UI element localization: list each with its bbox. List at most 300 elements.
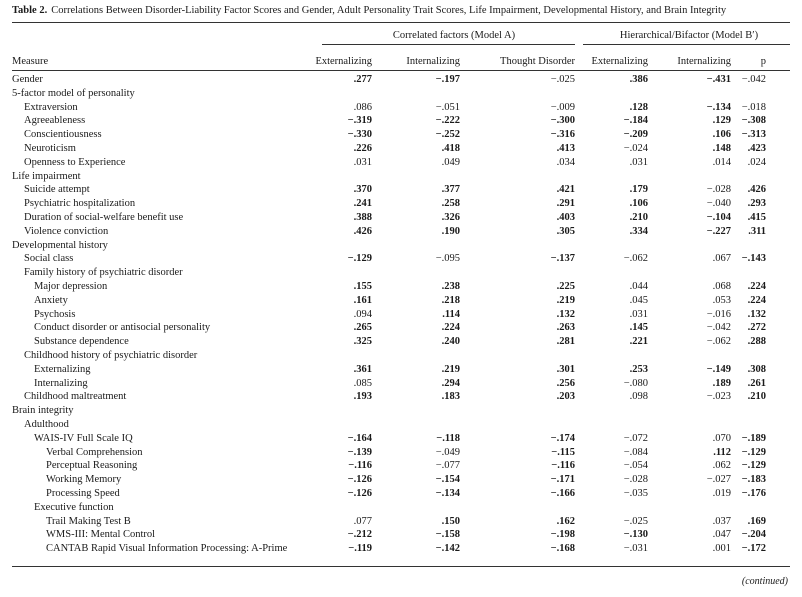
- cell-value: .106: [712, 129, 731, 141]
- cell-value: .155: [353, 280, 372, 292]
- cell-value: −.227: [706, 225, 731, 237]
- row-label: Openness to Experience: [24, 156, 126, 168]
- cell-value: [460, 266, 575, 280]
- cell-value: −.130: [623, 529, 648, 541]
- row-label: Internalizing: [34, 377, 88, 389]
- table-row: [12, 542, 790, 556]
- row-padding: [766, 473, 790, 487]
- row-label: Suicide attempt: [24, 184, 90, 196]
- table-row: [12, 459, 790, 473]
- row-padding: [766, 501, 790, 515]
- group-rule-model-a: [322, 44, 575, 45]
- cell-value: .203: [556, 391, 575, 403]
- row-label: Substance dependence: [34, 336, 129, 348]
- cell-value: .031: [353, 156, 372, 168]
- cell-value: −.016: [706, 308, 731, 320]
- cell-value: .240: [441, 336, 460, 348]
- header-rule: [12, 70, 790, 71]
- cell-value: [300, 418, 372, 432]
- top-rule: [12, 22, 790, 23]
- cell-value: .106: [629, 198, 648, 210]
- cell-value: .067: [712, 253, 731, 265]
- row-label: Brain integrity: [12, 405, 74, 417]
- row-label: Violence conviction: [24, 225, 109, 237]
- table-row: [12, 294, 790, 308]
- row-label: Extraversion: [24, 101, 78, 113]
- cell-value: .045: [629, 294, 648, 306]
- cell-value: [372, 170, 460, 184]
- row-padding: [766, 432, 790, 446]
- row-padding: [766, 101, 790, 115]
- row-padding: [766, 128, 790, 142]
- cell-value: .062: [712, 460, 731, 472]
- cell-value: [648, 501, 731, 515]
- row-padding: [766, 349, 790, 363]
- row-padding: [766, 156, 790, 170]
- cell-value: .226: [353, 142, 372, 154]
- cell-value: [648, 170, 731, 184]
- cell-value: −.252: [435, 129, 460, 141]
- row-label: Developmental history: [12, 239, 108, 251]
- row-label: Trail Making Test B: [46, 515, 131, 527]
- table-row: [12, 349, 790, 363]
- cell-value: −.176: [741, 487, 766, 499]
- cell-value: .377: [441, 184, 460, 196]
- cell-value: .263: [556, 322, 575, 334]
- cell-value: .265: [353, 322, 372, 334]
- cell-value: .129: [712, 115, 731, 127]
- cell-value: −.212: [347, 529, 372, 541]
- table-row: [12, 239, 790, 253]
- table-row: [12, 87, 790, 101]
- cell-value: −.184: [623, 115, 648, 127]
- cell-value: .224: [441, 322, 460, 334]
- row-padding: [766, 197, 790, 211]
- cell-value: .253: [629, 363, 648, 375]
- cell-value: .145: [629, 322, 648, 334]
- cell-value: −.042: [706, 322, 731, 334]
- cell-value: .037: [712, 515, 731, 527]
- table-row: [12, 211, 790, 225]
- cell-value: [372, 501, 460, 515]
- cell-value: .261: [747, 377, 766, 389]
- cell-value: [372, 87, 460, 101]
- row-label: Conduct disorder or antisocial personality: [34, 322, 211, 334]
- cell-value: −.119: [348, 543, 372, 555]
- cell-value: [372, 418, 460, 432]
- cell-value: −.149: [706, 363, 731, 375]
- cell-value: .370: [353, 184, 372, 196]
- table-row: [12, 225, 790, 239]
- row-label: WAIS-IV Full Scale IQ: [34, 432, 133, 444]
- cell-value: .031: [629, 308, 648, 320]
- table-row: [12, 335, 790, 349]
- cell-value: [460, 501, 575, 515]
- cell-value: −.143: [741, 253, 766, 265]
- cell-value: [460, 404, 575, 418]
- cell-value: −.129: [741, 460, 766, 472]
- cell-value: [575, 266, 648, 280]
- row-label: Duration of social-welfare benefit use: [24, 211, 184, 223]
- cell-value: .334: [629, 225, 648, 237]
- cell-value: .256: [556, 377, 575, 389]
- cell-value: .148: [712, 142, 731, 154]
- table-row: [12, 418, 790, 432]
- table-row: [12, 363, 790, 377]
- column-header-internalizing-a: Internalizing: [406, 56, 460, 67]
- row-padding: [766, 211, 790, 225]
- cell-value: −.115: [551, 446, 575, 458]
- cell-value: −.023: [706, 391, 731, 403]
- cell-value: .014: [712, 156, 731, 168]
- cell-value: −.313: [741, 129, 766, 141]
- cell-value: [460, 418, 575, 432]
- cell-value: .386: [629, 74, 648, 85]
- cell-value: .044: [629, 280, 648, 292]
- cell-value: −.142: [435, 543, 460, 555]
- cell-value: −.197: [435, 74, 460, 85]
- cell-value: −.183: [741, 474, 766, 486]
- row-label: Family history of psychiatric disorder: [24, 267, 183, 279]
- cell-value: [731, 418, 766, 432]
- row-label: Anxiety: [34, 294, 68, 306]
- cell-value: .219: [441, 363, 460, 375]
- cell-value: −.431: [706, 74, 731, 85]
- cell-value: [731, 349, 766, 363]
- cell-value: .019: [712, 487, 731, 499]
- cell-value: [731, 266, 766, 280]
- cell-value: .179: [629, 184, 648, 196]
- cell-value: .047: [712, 529, 731, 541]
- cell-value: −.077: [435, 460, 460, 472]
- row-padding: [766, 87, 790, 101]
- cell-value: .291: [556, 198, 575, 210]
- cell-value: −.116: [348, 460, 372, 472]
- cell-value: .034: [556, 156, 575, 168]
- cell-value: −.028: [706, 184, 731, 196]
- cell-value: −.040: [706, 198, 731, 210]
- cell-value: .426: [747, 184, 766, 196]
- cell-value: [300, 349, 372, 363]
- row-padding: [766, 225, 790, 239]
- row-padding: [766, 114, 790, 128]
- cell-value: .238: [441, 280, 460, 292]
- row-padding: [766, 321, 790, 335]
- cell-value: −.072: [623, 432, 648, 444]
- cell-value: [300, 239, 372, 253]
- cell-value: [300, 266, 372, 280]
- cell-value: [460, 349, 575, 363]
- cell-value: .024: [747, 156, 766, 168]
- cell-value: .301: [556, 363, 575, 375]
- cell-value: −.084: [623, 446, 648, 458]
- row-padding: [766, 239, 790, 253]
- cell-value: [300, 501, 372, 515]
- cell-value: −.035: [623, 487, 648, 499]
- cell-value: .426: [353, 225, 372, 237]
- cell-value: −.134: [706, 101, 731, 113]
- table-row: [12, 432, 790, 446]
- table-row: [12, 501, 790, 515]
- table-row: [12, 515, 790, 529]
- table-row: [12, 446, 790, 460]
- cell-value: [731, 501, 766, 515]
- cell-value: [575, 418, 648, 432]
- cell-value: .183: [441, 391, 460, 403]
- cell-value: −.025: [550, 74, 575, 85]
- table-row: [12, 528, 790, 542]
- cell-value: .218: [441, 294, 460, 306]
- cell-value: .403: [556, 211, 575, 223]
- table-title: Correlations Between Disorder-Liability Factor Scores and Gender, Adult Personality Trait Scores, Life Impairment, Developmental History, and Brain Integrity: [51, 5, 727, 16]
- cell-value: .415: [747, 211, 766, 223]
- cell-value: [648, 239, 731, 253]
- cell-value: −.168: [550, 543, 575, 555]
- cell-value: [648, 266, 731, 280]
- cell-value: [372, 266, 460, 280]
- table-row: [12, 156, 790, 170]
- cell-value: −.189: [741, 432, 766, 444]
- cell-value: −.174: [550, 432, 575, 444]
- cell-value: .288: [747, 336, 766, 348]
- cell-value: .311: [748, 225, 766, 237]
- row-label: Verbal Comprehension: [46, 446, 143, 458]
- row-padding: [766, 73, 790, 87]
- cell-value: −.051: [435, 101, 460, 113]
- cell-value: .053: [712, 294, 731, 306]
- row-label: Perceptual Reasoning: [46, 460, 138, 472]
- row-padding: [766, 335, 790, 349]
- cell-value: [372, 239, 460, 253]
- row-padding: [766, 170, 790, 184]
- row-label: Life impairment: [12, 170, 81, 182]
- row-label: Executive function: [34, 501, 114, 513]
- row-label: CANTAB Rapid Visual Information Processing: A-Prime: [46, 543, 288, 555]
- cell-value: .169: [747, 515, 766, 527]
- row-label: Psychiatric hospitalization: [24, 198, 136, 210]
- row-label: WMS-III: Mental Control: [46, 529, 156, 541]
- cell-value: −.166: [550, 487, 575, 499]
- table-row: [12, 197, 790, 211]
- cell-value: .325: [353, 336, 372, 348]
- cell-value: [648, 349, 731, 363]
- cell-value: −.126: [347, 474, 372, 486]
- cell-value: [575, 404, 648, 418]
- cell-value: −.204: [741, 529, 766, 541]
- cell-value: .294: [441, 377, 460, 389]
- table-row: [12, 404, 790, 418]
- cell-value: −.134: [435, 487, 460, 499]
- group-rule-model-b: [583, 44, 790, 45]
- cell-value: .418: [441, 142, 460, 154]
- cell-value: .326: [441, 211, 460, 223]
- cell-value: −.062: [706, 336, 731, 348]
- group-header-model-b: Hierarchical/Bifactor (Model B′): [619, 30, 759, 41]
- cell-value: −.095: [435, 253, 460, 265]
- table-row: [12, 266, 790, 280]
- group-header-model-a: Correlated factors (Model A): [392, 30, 516, 41]
- cell-value: .241: [353, 198, 372, 210]
- row-padding: [766, 487, 790, 501]
- cell-value: −.129: [741, 446, 766, 458]
- column-header-thought-disorder: Thought Disorder: [500, 56, 575, 67]
- table-row: [12, 487, 790, 501]
- table-row: [12, 390, 790, 404]
- row-label: Conscientiousness: [24, 129, 102, 141]
- cell-value: .049: [441, 156, 460, 168]
- correlation-table: [12, 73, 790, 556]
- cell-value: .161: [353, 294, 372, 306]
- column-header-p: p: [760, 56, 766, 67]
- row-label: Working Memory: [46, 474, 122, 486]
- column-header-externalizing-b: Externalizing: [591, 56, 648, 67]
- row-label: Processing Speed: [46, 487, 120, 499]
- table-row: [12, 308, 790, 322]
- row-label: Social class: [24, 253, 74, 265]
- cell-value: −.042: [741, 74, 766, 85]
- row-label: Externalizing: [34, 363, 91, 375]
- table-body: [12, 73, 790, 556]
- cell-value: [575, 239, 648, 253]
- table-label: Table 2.: [12, 5, 48, 16]
- cell-value: −.154: [435, 474, 460, 486]
- row-label: Childhood history of psychiatric disorder: [24, 349, 198, 361]
- cell-value: .001: [712, 543, 731, 555]
- cell-value: .114: [442, 308, 460, 320]
- cell-value: .210: [747, 391, 766, 403]
- cell-value: [648, 404, 731, 418]
- cell-value: .193: [353, 391, 372, 403]
- row-label: Agreeableness: [24, 115, 86, 127]
- cell-value: .128: [629, 101, 648, 113]
- cell-value: [372, 404, 460, 418]
- column-header-externalizing-a: Externalizing: [315, 56, 372, 67]
- cell-value: −.062: [623, 253, 648, 265]
- cell-value: [731, 404, 766, 418]
- table-row: [12, 73, 790, 87]
- cell-value: −.054: [623, 460, 648, 472]
- cell-value: −.158: [435, 529, 460, 541]
- row-padding: [766, 377, 790, 391]
- cell-value: −.031: [623, 543, 648, 555]
- cell-value: [575, 501, 648, 515]
- cell-value: .189: [712, 377, 731, 389]
- table-row: [12, 252, 790, 266]
- cell-value: .068: [712, 280, 731, 292]
- table-row: [12, 473, 790, 487]
- cell-value: .305: [556, 225, 575, 237]
- cell-value: .224: [747, 294, 766, 306]
- row-padding: [766, 418, 790, 432]
- cell-value: [300, 170, 372, 184]
- row-padding: [766, 404, 790, 418]
- cell-value: .094: [353, 308, 372, 320]
- cell-value: −.172: [741, 543, 766, 555]
- cell-value: −.209: [623, 129, 648, 141]
- cell-value: −.330: [347, 129, 372, 141]
- cell-value: −.024: [623, 142, 648, 154]
- cell-value: [575, 170, 648, 184]
- cell-value: −.118: [436, 432, 460, 444]
- table-row: [12, 280, 790, 294]
- cell-value: .258: [441, 198, 460, 210]
- cell-value: .423: [747, 142, 766, 154]
- cell-value: −.104: [706, 211, 731, 223]
- cell-value: [300, 404, 372, 418]
- cell-value: −.319: [347, 115, 372, 127]
- cell-value: −.308: [741, 115, 766, 127]
- table-caption: [12, 5, 726, 16]
- cell-value: [575, 349, 648, 363]
- cell-value: .308: [747, 363, 766, 375]
- cell-value: −.300: [550, 115, 575, 127]
- cell-value: −.316: [550, 129, 575, 141]
- table-row: [12, 170, 790, 184]
- cell-value: −.198: [550, 529, 575, 541]
- cell-value: .388: [353, 211, 372, 223]
- cell-value: −.116: [551, 460, 575, 472]
- cell-value: .210: [629, 211, 648, 223]
- cell-value: .225: [556, 280, 575, 292]
- cell-value: [575, 87, 648, 101]
- row-padding: [766, 294, 790, 308]
- cell-value: −.028: [623, 474, 648, 486]
- bottom-rule: [12, 566, 790, 567]
- cell-value: .112: [713, 446, 731, 458]
- cell-value: .162: [556, 515, 575, 527]
- continued-note: (continued): [741, 576, 788, 587]
- cell-value: [460, 87, 575, 101]
- row-padding: [766, 308, 790, 322]
- cell-value: −.049: [435, 446, 460, 458]
- row-label: Adulthood: [24, 418, 69, 430]
- cell-value: −.126: [347, 487, 372, 499]
- cell-value: .132: [556, 308, 575, 320]
- cell-value: .077: [353, 515, 372, 527]
- cell-value: −.171: [550, 474, 575, 486]
- cell-value: .221: [629, 336, 648, 348]
- cell-value: [372, 349, 460, 363]
- cell-value: [731, 87, 766, 101]
- cell-value: [731, 239, 766, 253]
- column-header-internalizing-b: Internalizing: [677, 56, 731, 67]
- table-row: [12, 101, 790, 115]
- cell-value: .219: [556, 294, 575, 306]
- cell-value: .421: [556, 184, 575, 196]
- cell-value: .150: [441, 515, 460, 527]
- row-padding: [766, 280, 790, 294]
- cell-value: [648, 418, 731, 432]
- row-label: Childhood maltreatment: [24, 391, 127, 403]
- row-label: Neuroticism: [24, 142, 76, 154]
- cell-value: .293: [747, 198, 766, 210]
- row-padding: [766, 446, 790, 460]
- row-label: 5-factor model of personality: [12, 87, 135, 99]
- row-padding: [766, 515, 790, 529]
- row-padding: [766, 142, 790, 156]
- cell-value: −.027: [706, 474, 731, 486]
- row-padding: [766, 390, 790, 404]
- cell-value: .281: [556, 336, 575, 348]
- cell-value: .272: [747, 322, 766, 334]
- cell-value: .277: [353, 74, 372, 85]
- table-row: [12, 142, 790, 156]
- row-label: Major depression: [34, 280, 108, 292]
- row-label: Psychosis: [34, 308, 76, 320]
- cell-value: .085: [353, 377, 372, 389]
- row-label: Gender: [12, 74, 43, 85]
- cell-value: −.009: [550, 101, 575, 113]
